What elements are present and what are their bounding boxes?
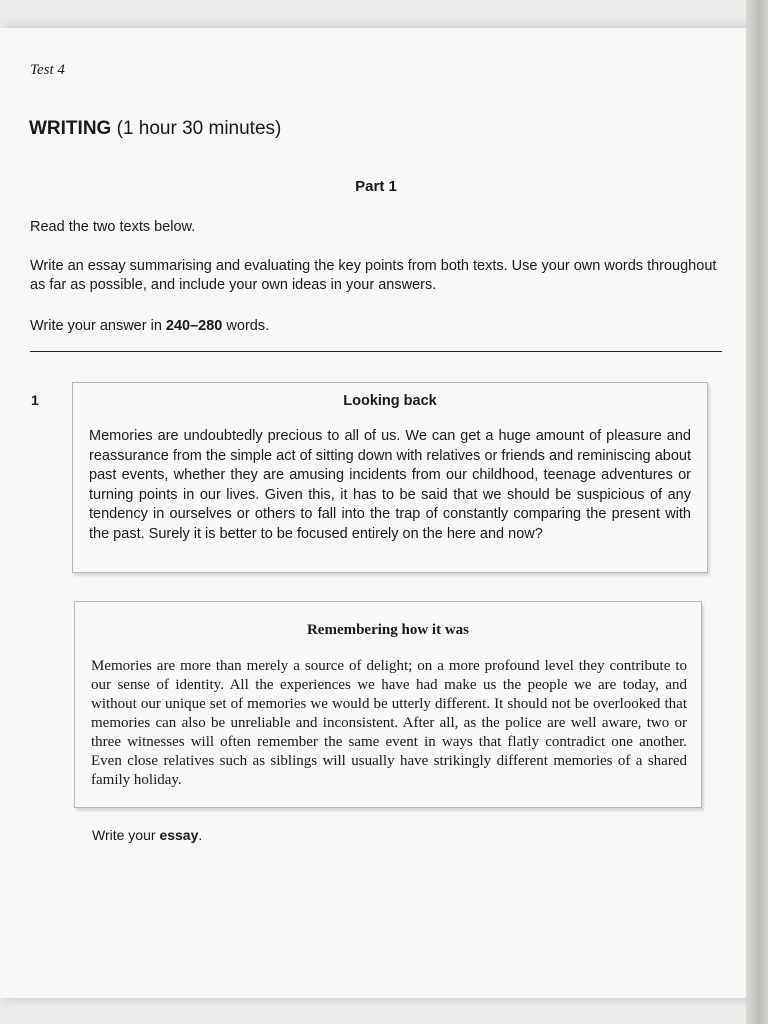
- task-suffix: .: [198, 827, 203, 843]
- task-prefix: Write your: [92, 827, 160, 843]
- task-essay: essay: [159, 827, 199, 843]
- section-duration: (1 hour 30 minutes): [116, 118, 282, 139]
- word-count-prefix: Write your answer in: [30, 318, 166, 334]
- word-count-range: 240–280: [165, 318, 223, 334]
- task-instruction: [92, 827, 202, 843]
- page-edge: [746, 0, 768, 1024]
- instruction-word-count: [30, 317, 730, 336]
- question-number: 1: [31, 392, 39, 408]
- divider-line: [30, 351, 722, 352]
- instruction-essay: Write an essay summarising and evaluating the key points from both texts. Use your own words throughout as far as possible, and include your own ideas in your answers.: [30, 258, 717, 293]
- section-title: [29, 118, 281, 140]
- word-count-suffix: words.: [222, 318, 270, 334]
- instruction-read: Read the two texts below.: [30, 219, 196, 235]
- text-body: Memories are undoubtedly precious to all of us. We can get a huge amount of pleasure and reassurance from the simple act of sitting down with relatives or friends and reminiscing about past events, whether they are amusing incidents from our childhood, teenage adventures or turning points in our lives. Given this, it has to be said that we should be suspicious of any tendency in ourselves or others to fall into the trap of constantly comparing the present with the past. Surely it is better to be focused entirely on the here and now?: [89, 428, 691, 542]
- text-box-remembering: [74, 601, 702, 808]
- part-title: Part 1: [355, 178, 397, 195]
- test-label: Test 4: [30, 62, 65, 78]
- text-title: Remembering how it was: [306, 622, 470, 638]
- text-box-looking-back: [72, 382, 708, 573]
- text-title: Looking back: [343, 393, 437, 409]
- section-name: WRITING: [29, 118, 112, 139]
- text-body: Memories are more than merely a source of delight; on a more profound level they contribute to our sense of identity. All the experiences we have had make us the people we are today, and without our unique set of memories we would be utterly different. It should not be overlooked that memories can also be unreliable and inconsistent. After all, as the police are well aware, two or three witnesses will often remember the same event in ways that flatly contradict one another. Even close relatives such as siblings will usually have strikingly different memories of a shared family holiday.: [91, 658, 687, 788]
